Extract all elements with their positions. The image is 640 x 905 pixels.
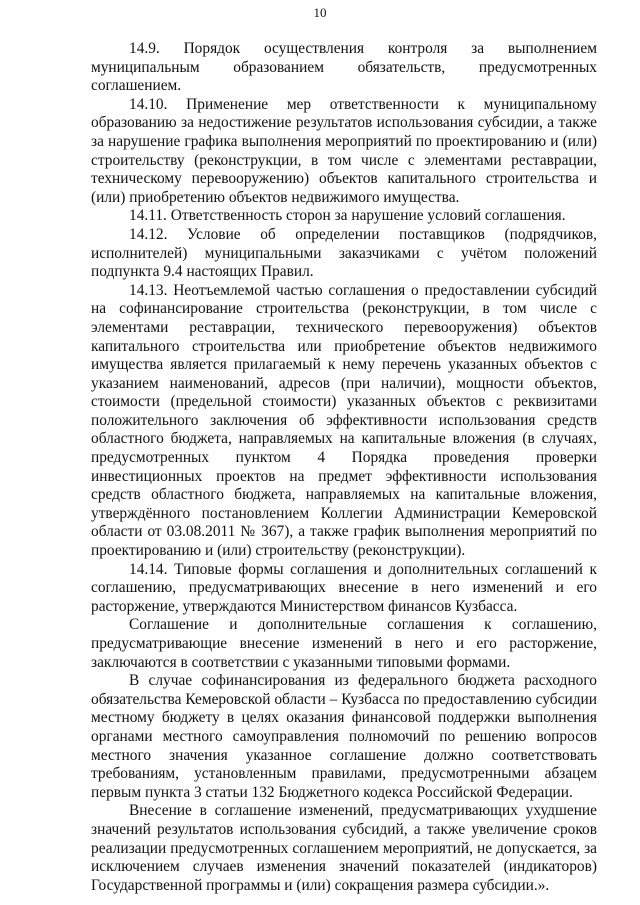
page-number: 10	[313, 5, 327, 20]
paragraph-14-13: 14.13. Неотъемлемой частью соглашения о предоставлении субсидий на софинансирование строительства (реконструкции, в том числе с элементами реставрации, технического перевооружения) объектов капитального строительства или приобретение объектов недвижимого имущества является прилагаемый к нему перечень указанных объектов с указанием наименований, адресов (при наличии), мощности объектов, стоимости (предельной стоимости) указанных объектов с реквизитами положительного заключения об эффективности использования средств областного бюджета, направляемых на капитальные вложения (в случаях, предусмотренных пунктом 4 Порядка проведения проверки инвестиционных проектов на предмет эффективности использования средств областного бюджета, направляемых на капитальные вложения, утверждённого постановлением Коллегии Администрации Кемеровской области от 03.08.2011 № 367), а также график выполнения мероприятий по проектированию и (или) строительству (реконструкции).	[91, 281, 597, 560]
paragraph-amendments: Внесение в соглашение изменений, предусматривающих ухудшение значений результатов использования субсидий, а также увеличение сроков реализации предусмотренных соглашением мероприятий, не допускается, за исключением случаев изменения значений показателей (индикаторов) Государственной программы и (или) сокращения размера субсидии.».	[91, 802, 597, 894]
paragraph-agreement-forms: Соглашение и дополнительные соглашения к соглашению, предусматривающие внесение изменений в него и его расторжение, заключаются в соответствии с указанными типовыми формами.	[91, 616, 597, 671]
paragraph-14-9: 14.9. Порядок осуществления контроля за выполнением муниципальным образованием обязательств, предусмотренных соглашением.	[91, 40, 597, 95]
document-body	[91, 40, 597, 895]
paragraph-14-11: 14.11. Ответственность сторон за нарушение условий соглашения.	[129, 207, 566, 225]
paragraph-14-12: 14.12. Условие об определении поставщиков (подрядчиков, исполнителей) муниципальными заказчиками с учётом положений подпункта 9.4 настоящих Правил.	[91, 225, 597, 281]
paragraph-federal-cofinancing: В случае софинансирования из федерального бюджета расходного обязательства Кемеровской области – Кузбасса по предоставлению субсидии местному бюджету в целях оказания финансовой поддержки выполнения органами местного самоуправления полномочий по решению вопросов местного значения указанное соглашение должно соответствовать требованиям, установленным правилами, предусмотренными абзацем первым пункта 3 статьи 132 Бюджетного кодекса Российской Федерации.	[91, 672, 597, 801]
paragraph-14-14: 14.14. Типовые формы соглашения и дополнительных соглашений к соглашению, предусматривающих внесение в него изменений и его расторжение, утверждаются Министерством финансов Кузбасса.	[91, 560, 597, 615]
paragraph-14-10: 14.10. Применение мер ответственности к муниципальному образованию за недостижение результатов использования субсидии, а также за нарушение графика выполнения мероприятий по проектированию и (или) строительству (реконструкции, в том числе с элементами реставрации, техническому перевооружению) объектов капитального строительства и (или) приобретению объектов недвижимого имущества.	[91, 95, 597, 206]
